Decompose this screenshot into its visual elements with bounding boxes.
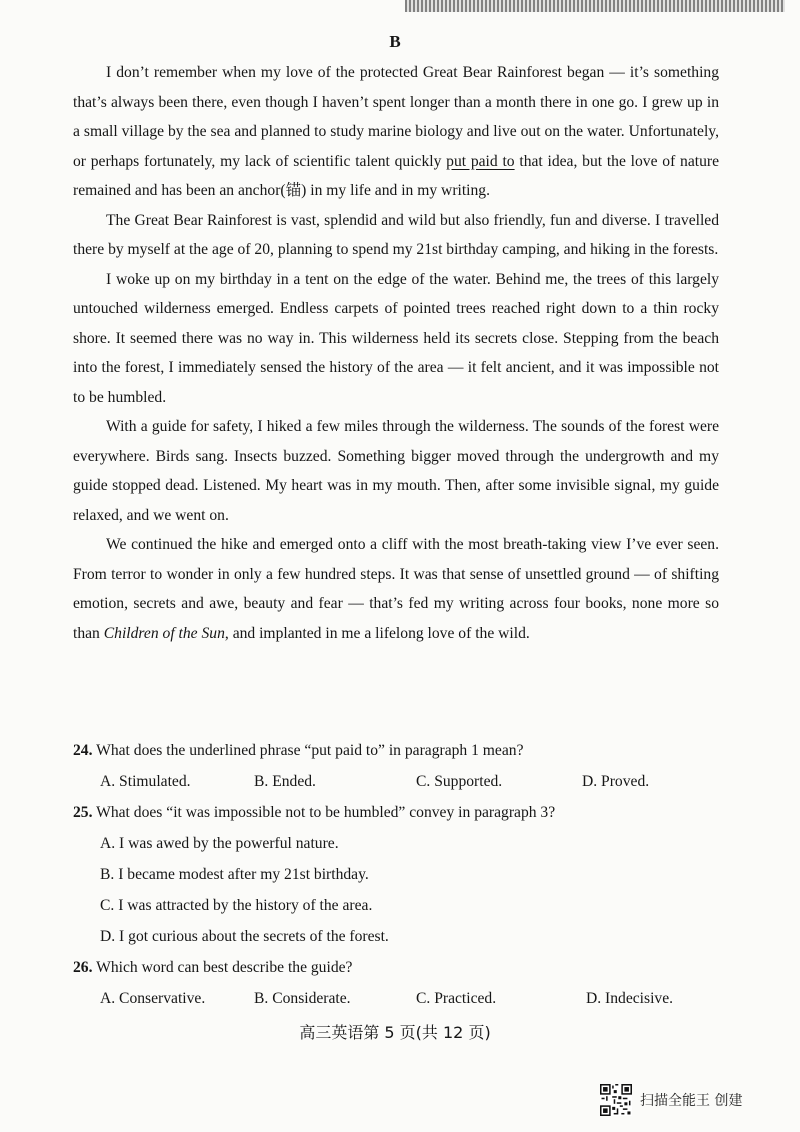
question-24 [73,735,733,766]
paragraph-4: With a guide for safety, I hiked a few miles through the wilderness. The sounds of the forest were everywhere. Birds sang. Insects buzzed. Something bigger moved through the undergrowth and my guide stopped dead. Listened. My heart was in my mouth. Then, after some invisible signal, my guide relaxed, and we went on. [73,418,719,524]
paragraph-5-text-a: We continued the hike and emerged onto a cliff with the most breath-taking view I’ve ever seen. From terror to wonder in only a few hundred steps. It was that sense of unsettled ground — of shifting emotion, secrets and awe, beauty and fear — that’s fed my writing across four books, none more so than [73,536,719,642]
paragraph-1-text-a: I don’t remember when my love of the protected Great Bear Rainforest began — it’s something that’s always been there, even though I haven’t spent longer than a month there in one go. I grew up in a small village by the sea and planned to study marine biology and live out on the water. Unfortunately, or perhaps fortunately, my lack of scientific talent quickly [73,64,719,170]
option-c[interactable]: C. Supported. [416,773,503,790]
option-d[interactable]: D. Indecisive. [586,990,674,1007]
option-b[interactable]: B. Considerate. [254,990,351,1007]
reading-passage [73,58,719,648]
paragraph-1 [73,58,719,206]
page-footer: 高三英语第 5 页(共 12 页) [299,1023,491,1042]
scanner-watermark [600,1084,742,1116]
question-stem: What does “it was impossible not to be humbled” convey in paragraph 3? [96,804,556,821]
question-number: 25. [73,804,93,821]
option-c[interactable]: C. I was attracted by the history of the area. [100,897,373,914]
question-26 [73,952,733,983]
book-title: Children of the Sun [103,624,225,642]
option-b[interactable]: B. I became modest after my 21st birthday. [100,866,369,883]
paragraph-5 [73,530,719,648]
paragraph-2: The Great Bear Rainforest is vast, splendid and wild but also friendly, fun and diverse. I travelled there by myself at the age of 20, planning to spend my 21st birthday camping, and hiking in the forests. [73,211,719,258]
option-a[interactable]: A. I was awed by the powerful nature. [100,835,339,852]
question-stem: Which word can best describe the guide? [96,959,353,976]
question-24-options [73,766,733,797]
option-d[interactable]: D. I got curious about the secrets of the forest. [100,928,389,945]
question-number: 24. [73,742,93,759]
watermark-text: 扫描全能王 创建 [640,1093,743,1109]
paragraph-5-text-b: , and implanted in me a lifelong love of the wild. [224,624,530,642]
option-b[interactable]: B. Ended. [254,773,316,790]
option-a[interactable]: A. Conservative. [100,990,206,1007]
paragraph-1-text-b: that idea, but the love of nature remained and has been an anchor(锚) in my life and in my writing. [73,152,719,199]
qr-code-icon [600,1084,632,1116]
paragraph-3: I woke up on my birthday in a tent on the edge of the water. Behind me, the trees of this largely untouched wilderness emerged. Endless carpets of pointed trees reached right down to a thin rocky shore. It seemed there was no way in. This wilderness held its secrets close. Stepping from the beach into the forest, I immediately sensed the history of the area — it felt ancient, and it was impossible not to be humbled. [73,270,719,406]
underlined-phrase: put paid to [446,152,515,170]
question-26-options [73,983,733,1014]
question-stem: What does the underlined phrase “put paid to” in paragraph 1 mean? [96,742,524,759]
section-letter: B [389,32,401,51]
question-25 [73,797,733,828]
question-list [73,735,733,1014]
option-c[interactable]: C. Practiced. [416,990,497,1007]
option-d[interactable]: D. Proved. [582,773,650,790]
option-a[interactable]: A. Stimulated. [100,773,191,790]
question-number: 26. [73,959,93,976]
scan-edge-artifact [405,0,785,12]
